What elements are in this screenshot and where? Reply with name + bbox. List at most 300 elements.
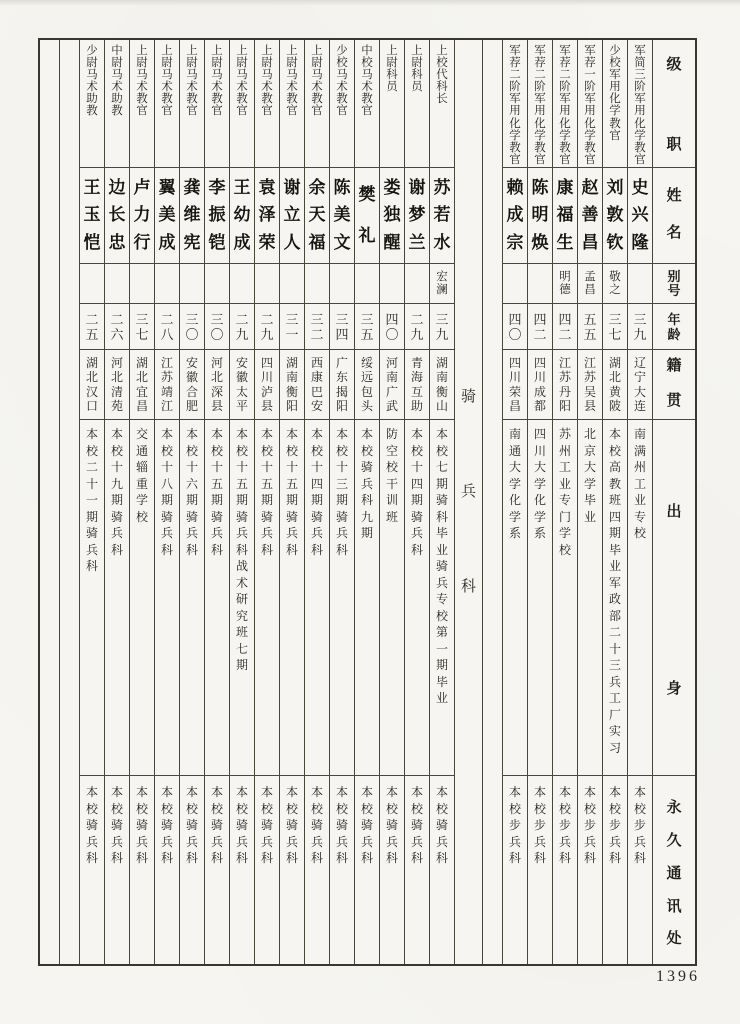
person-column [405,40,430,964]
vertical-text: 军 荐 二 阶 军 用 化 学 教 官 [559,45,571,166]
person-column [230,40,255,964]
address-cell [80,776,104,964]
vertical-text: 河 北 深 县 [210,355,223,413]
vertical-text: 本 校 骑 兵 科 [235,785,248,865]
rank-cell [430,40,454,168]
vertical-text: 湖 南 衡 阳 [285,355,298,413]
origin-cell [553,420,577,776]
vertical-text: 五 五 [583,311,597,342]
vertical-text: 上 尉 马 术 教 官 [186,45,198,118]
vertical-text: 二 九 [410,311,424,342]
age-cell [628,304,652,350]
origin-cell [80,420,104,776]
origin-cell [503,420,527,776]
address-cell [130,776,154,964]
native-cell [355,350,379,420]
vertical-text: 辽 宁 大 连 [633,355,646,413]
vertical-text: 少 尉 马 术 助 教 [86,45,98,118]
vertical-text: 本 校 步 兵 科 [558,785,571,865]
alias-cell [180,264,204,304]
native-cell [628,350,652,420]
rank-cell [180,40,204,168]
address-cell [255,776,279,964]
native-cell [180,350,204,420]
empty-column [483,40,503,964]
vertical-text: 王 幼 成 [233,177,251,253]
address-cell [380,776,404,964]
alias-cell [380,264,404,304]
vertical-text: 四 川 荣 昌 [508,355,521,413]
address-cell [603,776,627,964]
alias-cell [553,264,577,304]
header-label-alias [653,264,695,304]
vertical-text: 边 长 忠 [108,177,126,253]
header-label-origin [653,420,695,776]
vertical-text: 湖 北 宜 昌 [135,355,148,413]
rank-cell [603,40,627,168]
alias-cell [105,264,129,304]
address-cell [578,776,602,964]
name-cell [528,168,552,264]
vertical-text: 本 校 十 九 期 骑 兵 科 [110,427,123,557]
vertical-text: 安 徽 合 肥 [185,355,198,413]
age-cell [430,304,454,350]
origin-cell [255,420,279,776]
vertical-text: 别 号 [667,268,681,298]
vertical-text: 南 满 州 工 业 专 校 [633,427,646,540]
origin-cell [405,420,429,776]
person-column [553,40,578,964]
vertical-text: 三 五 [360,311,374,342]
name-cell [380,168,404,264]
vertical-text: 康 福 生 [556,177,574,253]
vertical-text: 本 校 十 四 期 骑 兵 科 [410,427,423,557]
vertical-text: 翼 美 成 [158,177,176,253]
vertical-text: 级 职 [666,57,682,153]
vertical-text: 四 川 成 都 [533,355,546,413]
origin-cell [230,420,254,776]
origin-cell [105,420,129,776]
rank-cell [528,40,552,168]
vertical-text: 二 九 [235,311,249,342]
vertical-text: 河 南 广 武 [385,355,398,413]
age-cell [105,304,129,350]
vertical-text: 四 二 [533,311,547,342]
vertical-text: 本 校 骑 兵 科 [385,785,398,865]
native-cell [553,350,577,420]
header-column [653,40,695,964]
vertical-text: 上 校 代 科 长 [436,45,448,106]
vertical-text: 明 德 [559,270,571,296]
vertical-text: 防 空 校 干 训 班 [385,427,398,524]
origin-cell [330,420,354,776]
person-column [528,40,553,964]
person-column [578,40,603,964]
vertical-text: 三 四 [335,311,349,342]
vertical-text: 本 校 高 教 班 四 期 毕 业 军 政 部 二 十 三 兵 工 厂 实 习 [608,427,621,755]
vertical-text: 本 校 骑 兵 科 [410,785,423,865]
name-cell [305,168,329,264]
vertical-text: 龚 维 宪 [183,177,201,253]
vertical-text: 军 简 三 阶 军 用 化 学 教 官 [634,45,646,166]
header-label-name [653,168,695,264]
vertical-text: 三 〇 [185,311,199,342]
vertical-text: 二 八 [160,311,174,342]
vertical-text: 湖 南 衡 山 [435,355,448,413]
vertical-text: 本 校 骑 兵 科 [435,785,448,865]
vertical-text: 李 振 铠 [208,177,226,253]
rank-cell [380,40,404,168]
alias-cell [603,264,627,304]
person-column [205,40,230,964]
vertical-text: 永 久 通 讯 处 [666,800,682,948]
address-cell [305,776,329,964]
vertical-text: 本 校 十 五 期 骑 兵 科 [260,427,273,557]
vertical-text: 本 校 十 三 期 骑 兵 科 [335,427,348,557]
age-cell [155,304,179,350]
age-cell [305,304,329,350]
vertical-text: 本 校 骑 兵 科 [285,785,298,865]
native-cell [503,350,527,420]
vertical-text: 本 校 骑 兵 科 [360,785,373,865]
vertical-text: 本 校 骑 兵 科 [260,785,273,865]
vertical-text: 本 校 步 兵 科 [583,785,596,865]
vertical-text: 骑 兵 科 [460,389,476,595]
name-cell [578,168,602,264]
empty-column [60,40,80,964]
vertical-text: 本 校 七 期 骑 科 毕 业 骑 兵 专 校 第 一 期 毕 业 [435,427,448,705]
vertical-text: 军 荐 二 阶 军 用 化 学 教 官 [509,45,521,166]
alias-cell [80,264,104,304]
vertical-text: 本 校 骑 兵 科 [135,785,148,865]
origin-cell [628,420,652,776]
vertical-text: 湖 北 汉 口 [85,355,98,413]
native-cell [205,350,229,420]
rank-cell [280,40,304,168]
name-cell [553,168,577,264]
vertical-text: 上 尉 马 术 教 官 [136,45,148,118]
vertical-text: 本 校 步 兵 科 [533,785,546,865]
header-label-rank [653,40,695,168]
alias-cell [155,264,179,304]
vertical-text: 赖 成 宗 [506,177,524,253]
vertical-text: 河 北 清 苑 [110,355,123,413]
header-label-age [653,304,695,350]
native-cell [80,350,104,420]
vertical-text: 军 荐 一 阶 军 用 化 学 教 官 [584,45,596,166]
name-cell [130,168,154,264]
vertical-text: 本 校 十 五 期 骑 兵 科 [285,427,298,557]
alias-cell [578,264,602,304]
header-label-native [653,350,695,420]
alias-cell [130,264,154,304]
name-cell [628,168,652,264]
vertical-text: 三 七 [608,311,622,342]
vertical-text: 苏 若 水 [433,177,451,253]
rank-cell [578,40,602,168]
alias-cell [355,264,379,304]
alias-cell [528,264,552,304]
vertical-text: 刘 敦 钦 [606,177,624,253]
vertical-text: 上 尉 马 术 教 官 [311,45,323,118]
vertical-text: 少 校 马 术 教 官 [336,45,348,118]
age-cell [503,304,527,350]
origin-cell [280,420,304,776]
alias-cell [405,264,429,304]
vertical-text: 陈 明 焕 [531,177,549,253]
vertical-text: 卢 力 行 [133,177,151,253]
vertical-text: 本 校 骑 兵 科 九 期 [360,427,373,540]
vertical-text: 三 七 [135,311,149,342]
vertical-text: 谢 梦 兰 [408,177,426,253]
native-cell [305,350,329,420]
section-label-column [455,40,483,964]
vertical-text: 交 通 辎 重 学 校 [135,427,148,524]
person-column [255,40,280,964]
address-cell [155,776,179,964]
header-label-address [653,776,695,964]
vertical-text: 青 海 互 助 [410,355,423,413]
rank-cell [255,40,279,168]
vertical-text: 江 苏 吴 县 [583,355,596,413]
origin-cell [355,420,379,776]
vertical-text: 上 尉 马 术 教 官 [261,45,273,118]
alias-cell [305,264,329,304]
vertical-text: 二 五 [85,311,99,342]
native-cell [603,350,627,420]
rank-cell [155,40,179,168]
native-cell [105,350,129,420]
alias-cell [330,264,354,304]
rank-cell [230,40,254,168]
vertical-text: 北 京 大 学 毕 业 [583,427,596,524]
address-cell [230,776,254,964]
age-cell [405,304,429,350]
page-number: 1396 [656,968,700,985]
vertical-text: 三 九 [633,311,647,342]
vertical-text: 赵 善 昌 [581,177,599,253]
name-cell [603,168,627,264]
vertical-text: 绥 远 包 头 [360,355,373,413]
person-column [105,40,130,964]
rank-cell [80,40,104,168]
origin-cell [305,420,329,776]
alias-cell [280,264,304,304]
vertical-text: 少 校 军 用 化 学 教 官 [609,45,621,142]
roster-table [38,38,697,966]
vertical-text: 本 校 十 五 期 骑 兵 科 战 术 研 究 班 七 期 [235,427,248,672]
native-cell [230,350,254,420]
vertical-text: 本 校 骑 兵 科 [310,785,323,865]
vertical-text: 出 身 [666,504,682,697]
vertical-text: 中 校 马 术 教 官 [361,45,373,118]
vertical-text: 本 校 步 兵 科 [508,785,521,865]
age-cell [280,304,304,350]
vertical-text: 姓 名 [666,187,682,241]
vertical-text: 年 龄 [667,311,681,342]
scan-edge-shadow [0,0,740,6]
person-column [503,40,528,964]
age-cell [603,304,627,350]
vertical-text: 三 一 [285,311,299,342]
name-cell [503,168,527,264]
vertical-text: 史 兴 隆 [631,177,649,253]
origin-cell [205,420,229,776]
vertical-text: 本 校 骑 兵 科 [210,785,223,865]
address-cell [180,776,204,964]
native-cell [430,350,454,420]
person-column [155,40,180,964]
vertical-text: 本 校 十 六 期 骑 兵 科 [185,427,198,557]
vertical-text: 本 校 步 兵 科 [608,785,621,865]
name-cell [155,168,179,264]
person-column [628,40,653,964]
alias-cell [430,264,454,304]
vertical-text: 本 校 十 五 期 骑 兵 科 [210,427,223,557]
person-column [430,40,455,964]
vertical-text: 军 荐 二 阶 军 用 化 学 教 官 [534,45,546,166]
vertical-text: 四 二 [558,311,572,342]
vertical-text: 上 尉 马 术 教 官 [161,45,173,118]
address-cell [528,776,552,964]
age-cell [180,304,204,350]
address-cell [355,776,379,964]
address-cell [503,776,527,964]
vertical-text: 三 九 [435,311,449,342]
person-column [305,40,330,964]
origin-cell [380,420,404,776]
vertical-text: 本 校 十 四 期 骑 兵 科 [310,427,323,557]
address-cell [105,776,129,964]
vertical-text: 孟 昌 [584,270,596,296]
vertical-text: 南 通 大 学 化 学 系 [508,427,521,540]
address-cell [280,776,304,964]
native-cell [155,350,179,420]
native-cell [380,350,404,420]
vertical-text: 上 尉 科 员 [386,45,398,94]
vertical-text: 四 〇 [385,311,399,342]
rank-cell [305,40,329,168]
origin-cell [130,420,154,776]
vertical-text: 敬 之 [609,270,621,296]
vertical-text: 四 〇 [508,311,522,342]
vertical-text: 三 二 [310,311,324,342]
age-cell [255,304,279,350]
vertical-text: 王 玉 恺 [83,177,101,253]
address-cell [628,776,652,964]
rank-cell [503,40,527,168]
rank-cell [405,40,429,168]
vertical-text: 二 九 [260,311,274,342]
person-column [355,40,380,964]
rank-cell [355,40,379,168]
vertical-text: 余 天 福 [308,177,326,253]
age-cell [553,304,577,350]
age-cell [578,304,602,350]
rank-cell [330,40,354,168]
origin-cell [430,420,454,776]
vertical-text: 樊 礼 [358,184,376,246]
alias-cell [205,264,229,304]
origin-cell [578,420,602,776]
native-cell [130,350,154,420]
person-column [380,40,405,964]
vertical-text: 谢 立 人 [283,177,301,253]
vertical-text: 本 校 二 十 一 期 骑 兵 科 [85,427,98,573]
address-cell [430,776,454,964]
rank-cell [205,40,229,168]
name-cell [255,168,279,264]
vertical-text: 江 苏 丹 阳 [558,355,571,413]
vertical-text: 本 校 骑 兵 科 [110,785,123,865]
origin-cell [528,420,552,776]
vertical-text: 本 校 十 八 期 骑 兵 科 [160,427,173,557]
person-column [80,40,105,964]
vertical-text: 本 校 步 兵 科 [633,785,646,865]
vertical-text: 陈 美 文 [333,177,351,253]
native-cell [405,350,429,420]
vertical-text: 袁 泽 荣 [258,177,276,253]
address-cell [205,776,229,964]
rank-cell [553,40,577,168]
name-cell [80,168,104,264]
alias-cell [503,264,527,304]
native-cell [578,350,602,420]
vertical-text: 湖 北 黄 陂 [608,355,621,413]
name-cell [405,168,429,264]
age-cell [80,304,104,350]
address-cell [553,776,577,964]
name-cell [430,168,454,264]
name-cell [205,168,229,264]
vertical-text: 江 苏 靖 江 [160,355,173,413]
vertical-text: 四 川 泸 县 [260,355,273,413]
person-column [330,40,355,964]
origin-cell [180,420,204,776]
vertical-text: 上 尉 马 术 教 官 [236,45,248,118]
native-cell [528,350,552,420]
name-cell [105,168,129,264]
age-cell [205,304,229,350]
vertical-text: 本 校 骑 兵 科 [85,785,98,865]
vertical-text: 本 校 骑 兵 科 [185,785,198,865]
origin-cell [155,420,179,776]
native-cell [330,350,354,420]
age-cell [528,304,552,350]
vertical-text: 广 东 揭 阳 [335,355,348,413]
person-column [180,40,205,964]
origin-cell [603,420,627,776]
age-cell [230,304,254,350]
vertical-text: 上 尉 马 术 教 官 [286,45,298,118]
person-column [603,40,628,964]
age-cell [130,304,154,350]
person-column [280,40,305,964]
name-cell [230,168,254,264]
vertical-text: 本 校 骑 兵 科 [335,785,348,865]
vertical-text: 本 校 骑 兵 科 [160,785,173,865]
age-cell [355,304,379,350]
vertical-text: 苏 州 工 业 专 门 学 校 [558,427,571,557]
vertical-text: 籍 贯 [666,358,682,409]
vertical-text: 宏 澜 [436,270,448,296]
address-cell [405,776,429,964]
vertical-text: 安 徽 太 平 [235,355,248,413]
alias-cell [628,264,652,304]
name-cell [280,168,304,264]
name-cell [180,168,204,264]
rank-cell [628,40,652,168]
